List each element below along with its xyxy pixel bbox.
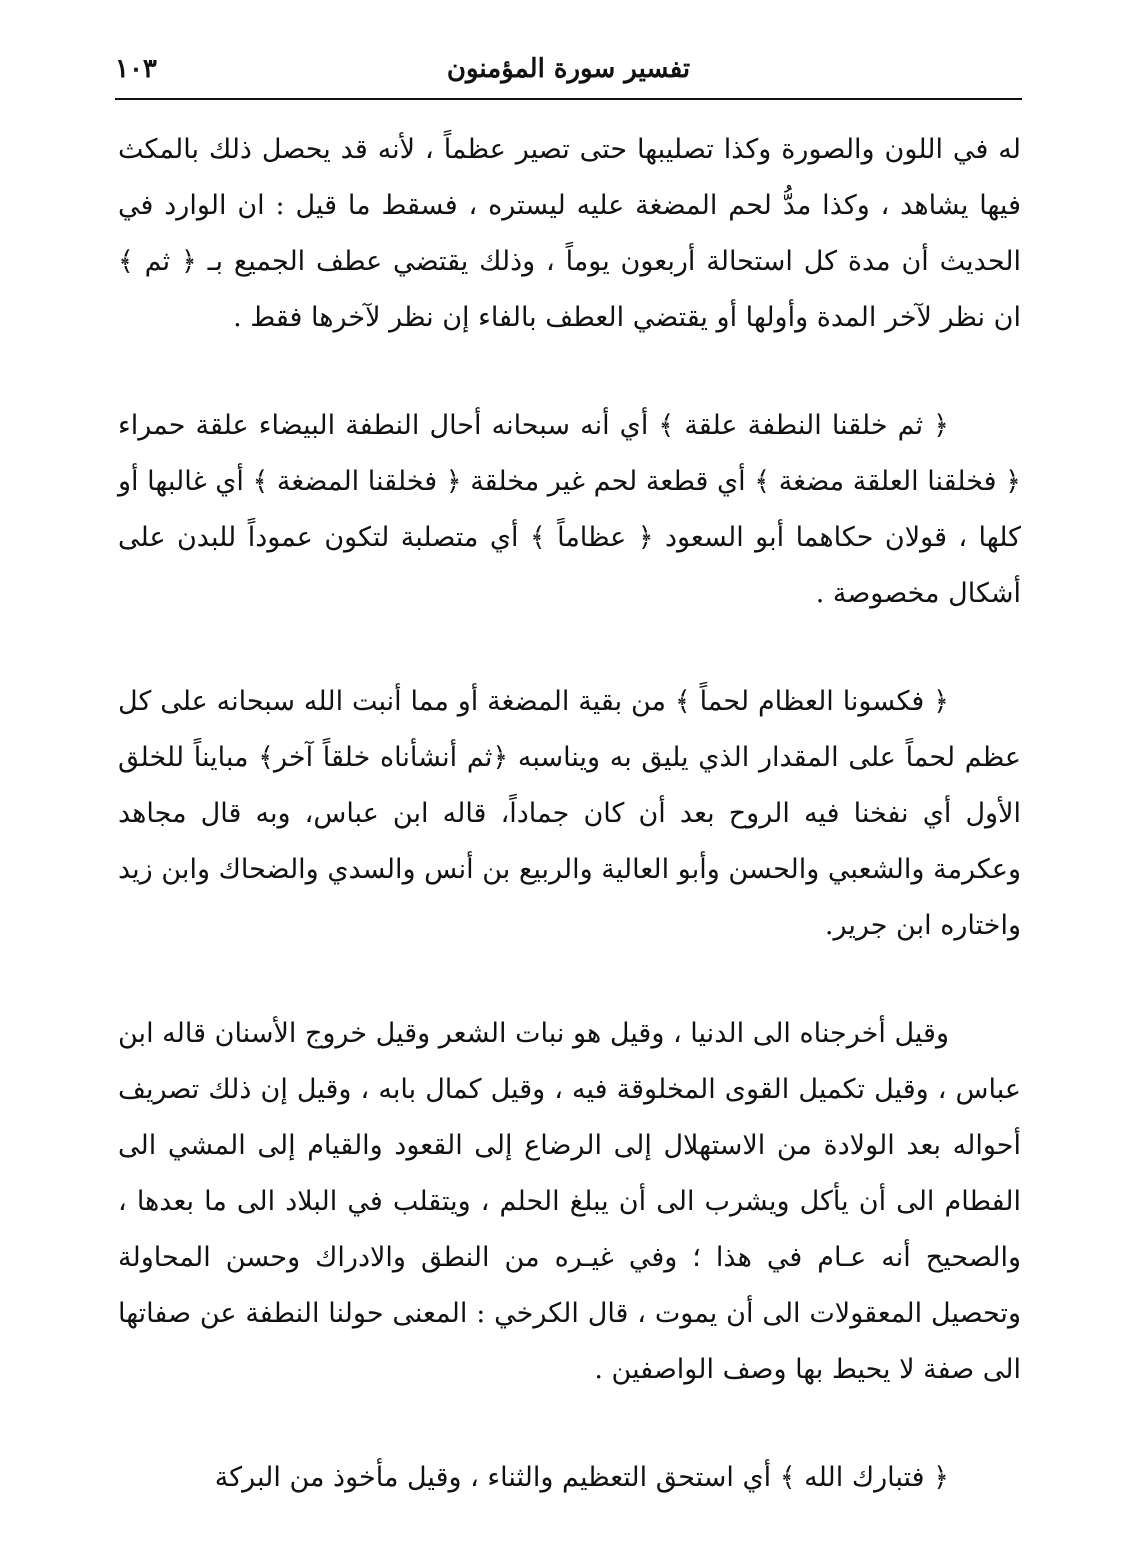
- paragraph-4: وقيل أخرجناه الى الدنيا ، وقيل هو نبات الشعر وقيل خروج الأسنان قاله ابن عباس ، وقيل تكميل القوى المخلوقة فيه ، وقيل كمال بابه ، وقيل إن ذلك تصريف أحواله بعد الولادة من الاستهلال إلى الرضاع إلى القعود والقيام إلى المشي الى الفطام الى أن يأكل ويشرب الى أن يبلغ الحلم ، ويتقلب في البلاد الى ما بعدها ، والصحيح أنه عـام في هذا ؛ وفي غيـره من النطق والادراك وحسن المحاولة وتحصيل المعقولات الى أن يموت ، قال الكرخي : المعنى حولنا النطفة عن صفاتها الى صفة لا يحيط بها وصف الواصفين .: [118, 1018, 1021, 1385]
- page-header: [115, 52, 1022, 96]
- page-body: [118, 122, 1021, 1506]
- paragraph-spacer: [118, 1398, 1021, 1450]
- paragraph-2: ﴿ ثم خلقنا النطفة علقة ﴾ أي أنه سبحانه أحال النطفة البيضاء علقة حمراء ﴿ فخلقنا العلقة مضغة ﴾ أي قطعة لحم غير مخلقة ﴿ فخلقنا المضغة ﴾ أي غالبها أو كلها ، قولان حكاهما أبو السعود ﴿ عظاماً ﴾ أي متصلبة لتكون عموداً للبدن على أشكال مخصوصة .: [118, 410, 1021, 609]
- paragraph-spacer: [118, 346, 1021, 398]
- paragraph-1: له في اللون والصورة وكذا تصليبها حتى تصير عظماً ، لأنه قد يحصل ذلك بالمكث فيها يشاهد ، وكذا مدُّ لحم المضغة عليه ليستره ، فسقط ما قيل : ان الوارد في الحديث أن مدة كل استحالة أربعون يوماً ، وذلك يقتضي عطف الجميع بـ ﴿ ثم ﴾ ان نظر لآخر المدة وأولها أو يقتضي العطف بالفاء إن نظر لآخرها فقط .: [118, 134, 1021, 333]
- running-title: تفسير سورة المؤمنون: [446, 54, 691, 84]
- paragraph-spacer: [118, 622, 1021, 674]
- page-number: ١٠٣: [115, 54, 157, 84]
- paragraph-3: ﴿ فكسونا العظام لحماً ﴾ من بقية المضغة أو مما أنبت الله سبحانه على كل عظم لحماً على المقدار الذي يليق به ويناسبه ﴿ثم أنشأناه خلقاً آخر﴾ مبايناً للخلق الأول أي نفخنا فيه الروح بعد أن كان جماداً، قاله ابن عباس، وبه قال مجاهد وعكرمة والشعبي والحسن وأبو العالية والربيع بن أنس والسدي والضحاك وابن زيد واختاره ابن جرير.: [118, 686, 1021, 941]
- paragraph-5: ﴿ فتبارك الله ﴾ أي استحق التعظيم والثناء ، وقيل مأخوذ من البركة: [214, 1462, 949, 1493]
- header-divider: [115, 98, 1022, 100]
- paragraph-spacer: [118, 954, 1021, 1006]
